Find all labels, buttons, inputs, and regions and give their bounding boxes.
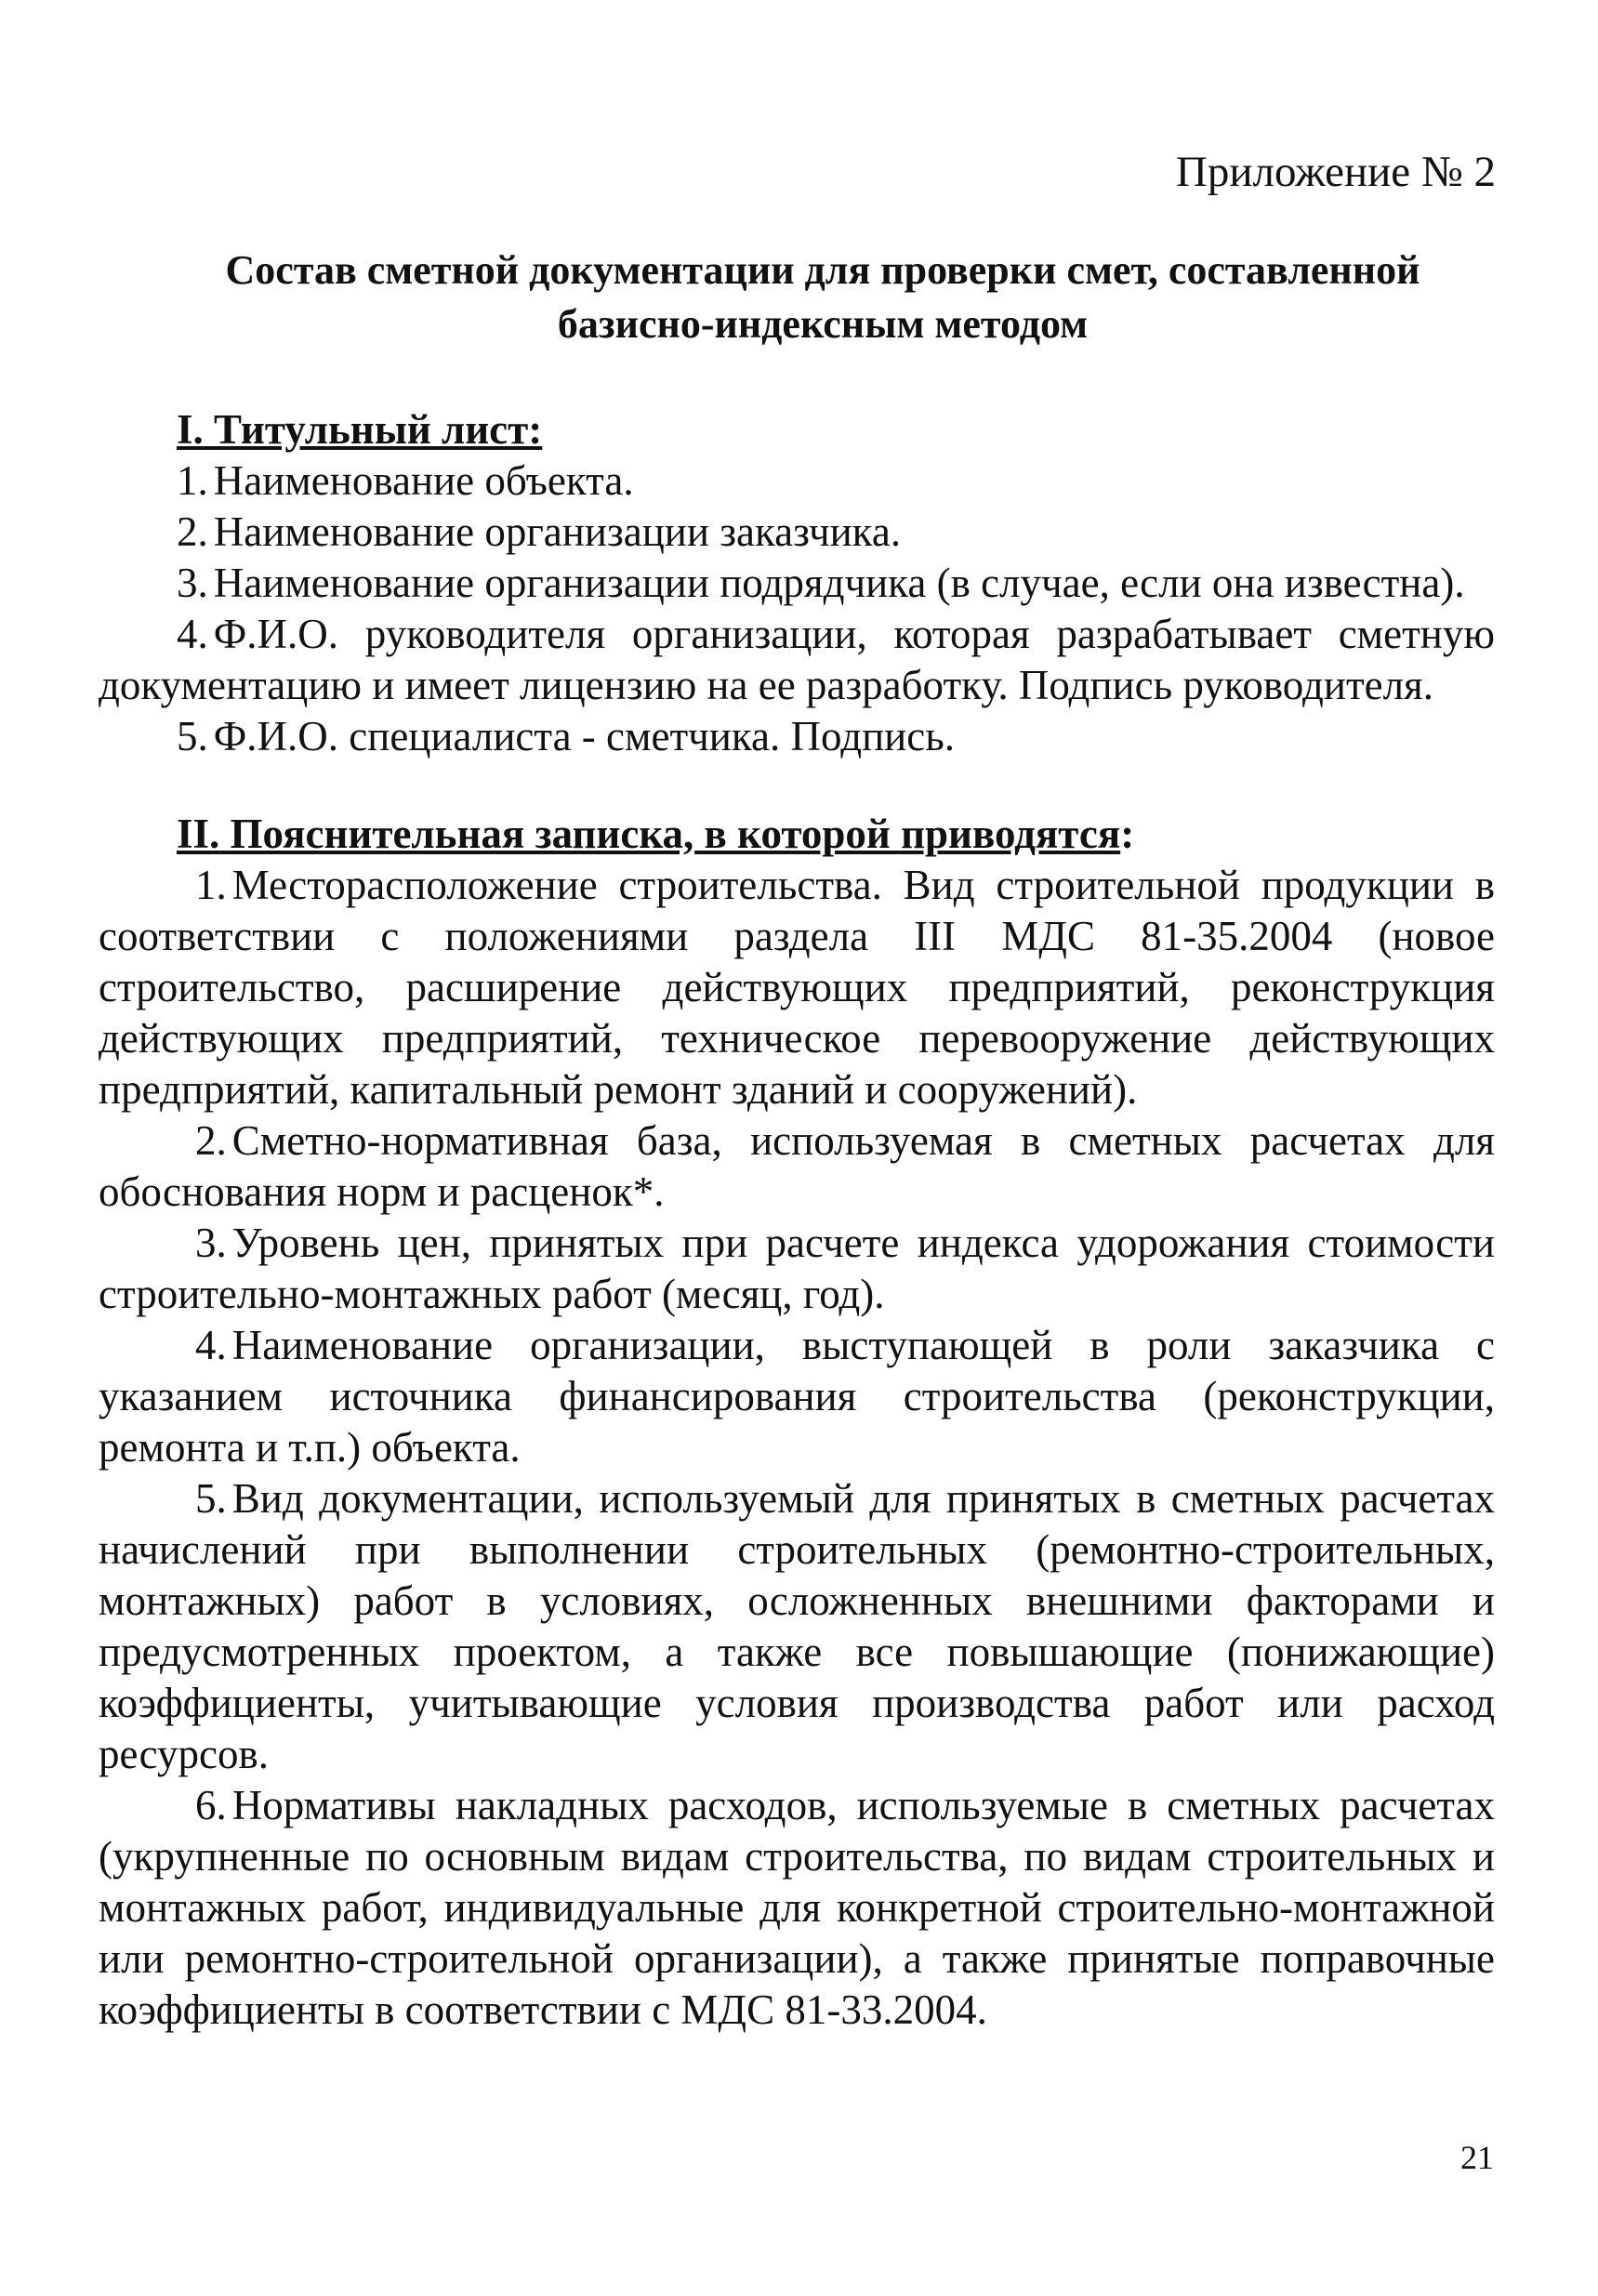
section-2-item: 6. Нормативы накладных расходов, используемые в сметных расчетах (укрупненные по основным видам строительства, по видам строительных и монтажных работ, индивидуальные для конкретной строительно-монтажной или ремонтно-строительной организации), а также принятые поправочные коэффициенты в соответствии с МДС 81-33.2004. [99, 1782, 1495, 2033]
title-line-2: базисно-индексным методом [557, 301, 1089, 347]
document-title [139, 244, 1506, 351]
section-1-number: I. [177, 406, 204, 453]
appendix-label: Приложение № 2 [1175, 148, 1496, 196]
title-line-1: Состав сметной документации для проверки смет, составленной [225, 247, 1420, 293]
section-2-item: 1. Месторасположение строительства. Вид строительной продукции в соответствии с положениями раздела III МДС 81-35.2004 (новое строительство, расширение действующих предприятий, реконструкция действующих предприятий, техническое перевооружение действующих предприятий, капитальный ремонт зданий и сооружений). [99, 862, 1495, 1113]
section-1-heading [99, 404, 1495, 455]
section-1-title: Титульный лист: [214, 406, 543, 453]
section-1-item: 3. Наименование организации подрядчика (в случае, если она известна). [177, 560, 1465, 606]
section-2-heading [99, 809, 1495, 860]
section-2-number: II. [177, 811, 220, 857]
section-1-item: 2. Наименование организации заказчика. [177, 508, 902, 555]
document-body [99, 404, 1495, 2036]
section-2-item: 5. Вид документации, используемый для принятых в сметных расчетах начислений при выполнении строительных (ремонтно-строительных, монтажных) работ в условиях, осложненных внешними факторами и предусмотренных проектом, а также все повышающие (понижающие) коэффициенты, учитывающие условия производства работ или расход ресурсов. [99, 1475, 1495, 1777]
section-2-colon: : [1120, 811, 1135, 857]
section-2-item: 2. Сметно-нормативная база, используемая в сметных расчетах для обоснования норм и расценок*. [99, 1117, 1495, 1215]
page-number: 21 [1460, 2139, 1494, 2176]
section-1-item: 1. Наименование объекта. [177, 457, 634, 504]
section-2-title: Пояснительная записка, в которой приводятся [230, 811, 1121, 857]
section-1-item: 5. Ф.И.О. специалиста - сметчика. Подпись. [177, 713, 956, 759]
section-1-item: 4. Ф.И.О. руководителя организации, которая разрабатывает сметную документацию и имеет лицензию на ее разработку. Подпись руководителя. [99, 611, 1495, 708]
section-2-item: 4. Наименование организации, выступающей в роли заказчика с указанием источника финансирования строительства (реконструкции, ремонта и т.п.) объекта. [99, 1322, 1495, 1471]
section-2-item: 3. Уровень цен, принятых при расчете индекса удорожания стоимости строительно-монтажных работ (месяц, год). [99, 1220, 1495, 1317]
